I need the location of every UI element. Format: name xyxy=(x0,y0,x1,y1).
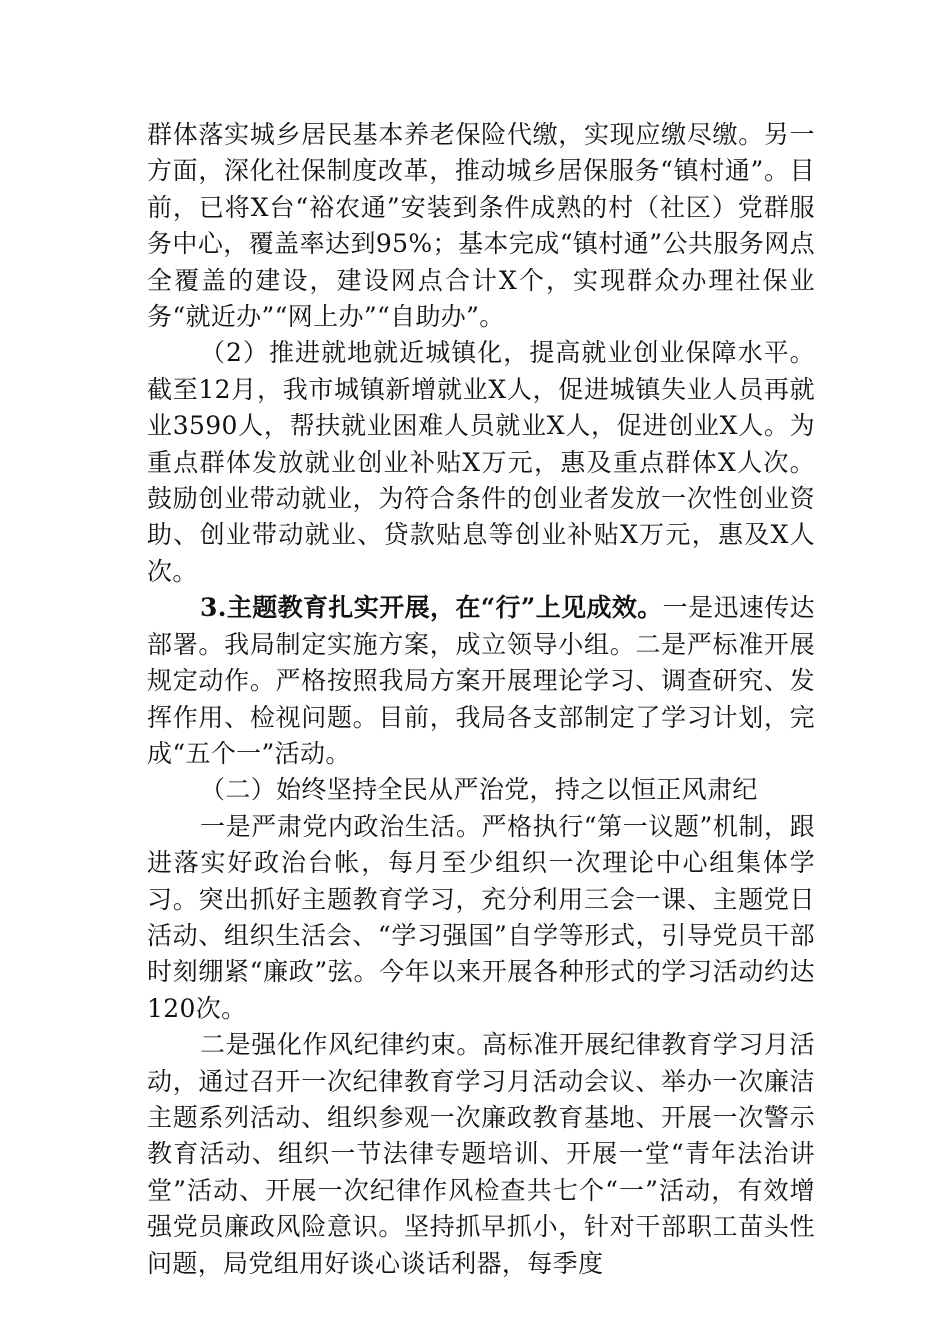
paragraph-theme-education xyxy=(147,590,815,772)
paragraph-theme-education-heading: 3.主题教育扎实开展，在“行”上见成效。 xyxy=(200,593,663,623)
paragraph-employment: （2）推进就地就近城镇化，提高就业创业保障水平。截至12月，我市城镇新增就业X人，促进城镇失业人员再就业3590人，帮扶就业困难人员就业X人，促进创业X人。为重点群体发放就业创业补贴X万元，惠及重点群体X人次。鼓励创业带动就业，为符合条件的创业者发放一次性创业资助、创业带动就业、贷款贴息等创业补贴X万元，惠及X人次。 xyxy=(147,338,815,586)
section-heading-party-discipline: （二）始终坚持全民从严治党，持之以恒正风肃纪 xyxy=(200,775,758,805)
paragraph-social-insurance: 群体落实城乡居民基本养老保险代缴，实现应缴尽缴。另一方面，深化社保制度改革，推动城乡居保服务“镇村通”。目前，已将X台“裕农通”安装到条件成熟的村（社区）党群服务中心，覆盖率达到95%；基本完成“镇村通”公共服务网点全覆盖的建设，建设网点合计X个，实现群众办理社保业务“就近办”“网上办”“自助办”。 xyxy=(147,120,815,332)
document-body xyxy=(147,117,815,1282)
paragraph-political-life: 一是严肃党内政治生活。严格执行“第一议题”机制，跟进落实好政治台帐，每月至少组织一次理论中心组集体学习。突出抓好主题教育学习，充分利用三会一课、主题党日活动、组织生活会、“学习强国”自学等形式，引导党员干部时刻绷紧“廉政”弦。今年以来开展各种形式的学习活动约达120次。 xyxy=(147,811,815,1023)
paragraph-theme-education-body: 一是迅速传达部署。我局制定实施方案，成立领导小组。二是严标准开展规定动作。严格按照我局方案开展理论学习、调查研究、发挥作用、检视问题。目前，我局各支部制定了学习计划，完成“五个一”活动。 xyxy=(147,593,815,768)
paragraph-discipline: 二是强化作风纪律约束。高标准开展纪律教育学习月活动，通过召开一次纪律教育学习月活动会议、举办一次廉洁主题系列活动、组织参观一次廉政教育基地、开展一次警示教育活动、组织一节法律专题培训、开展一堂“青年法治讲堂”活动、开展一次纪律作风检查共七个“一”活动，有效增强党员廉政风险意识。坚持抓早抓小，针对干部职工苗头性问题，局党组用好谈心谈话利器，每季度 xyxy=(147,1030,815,1278)
